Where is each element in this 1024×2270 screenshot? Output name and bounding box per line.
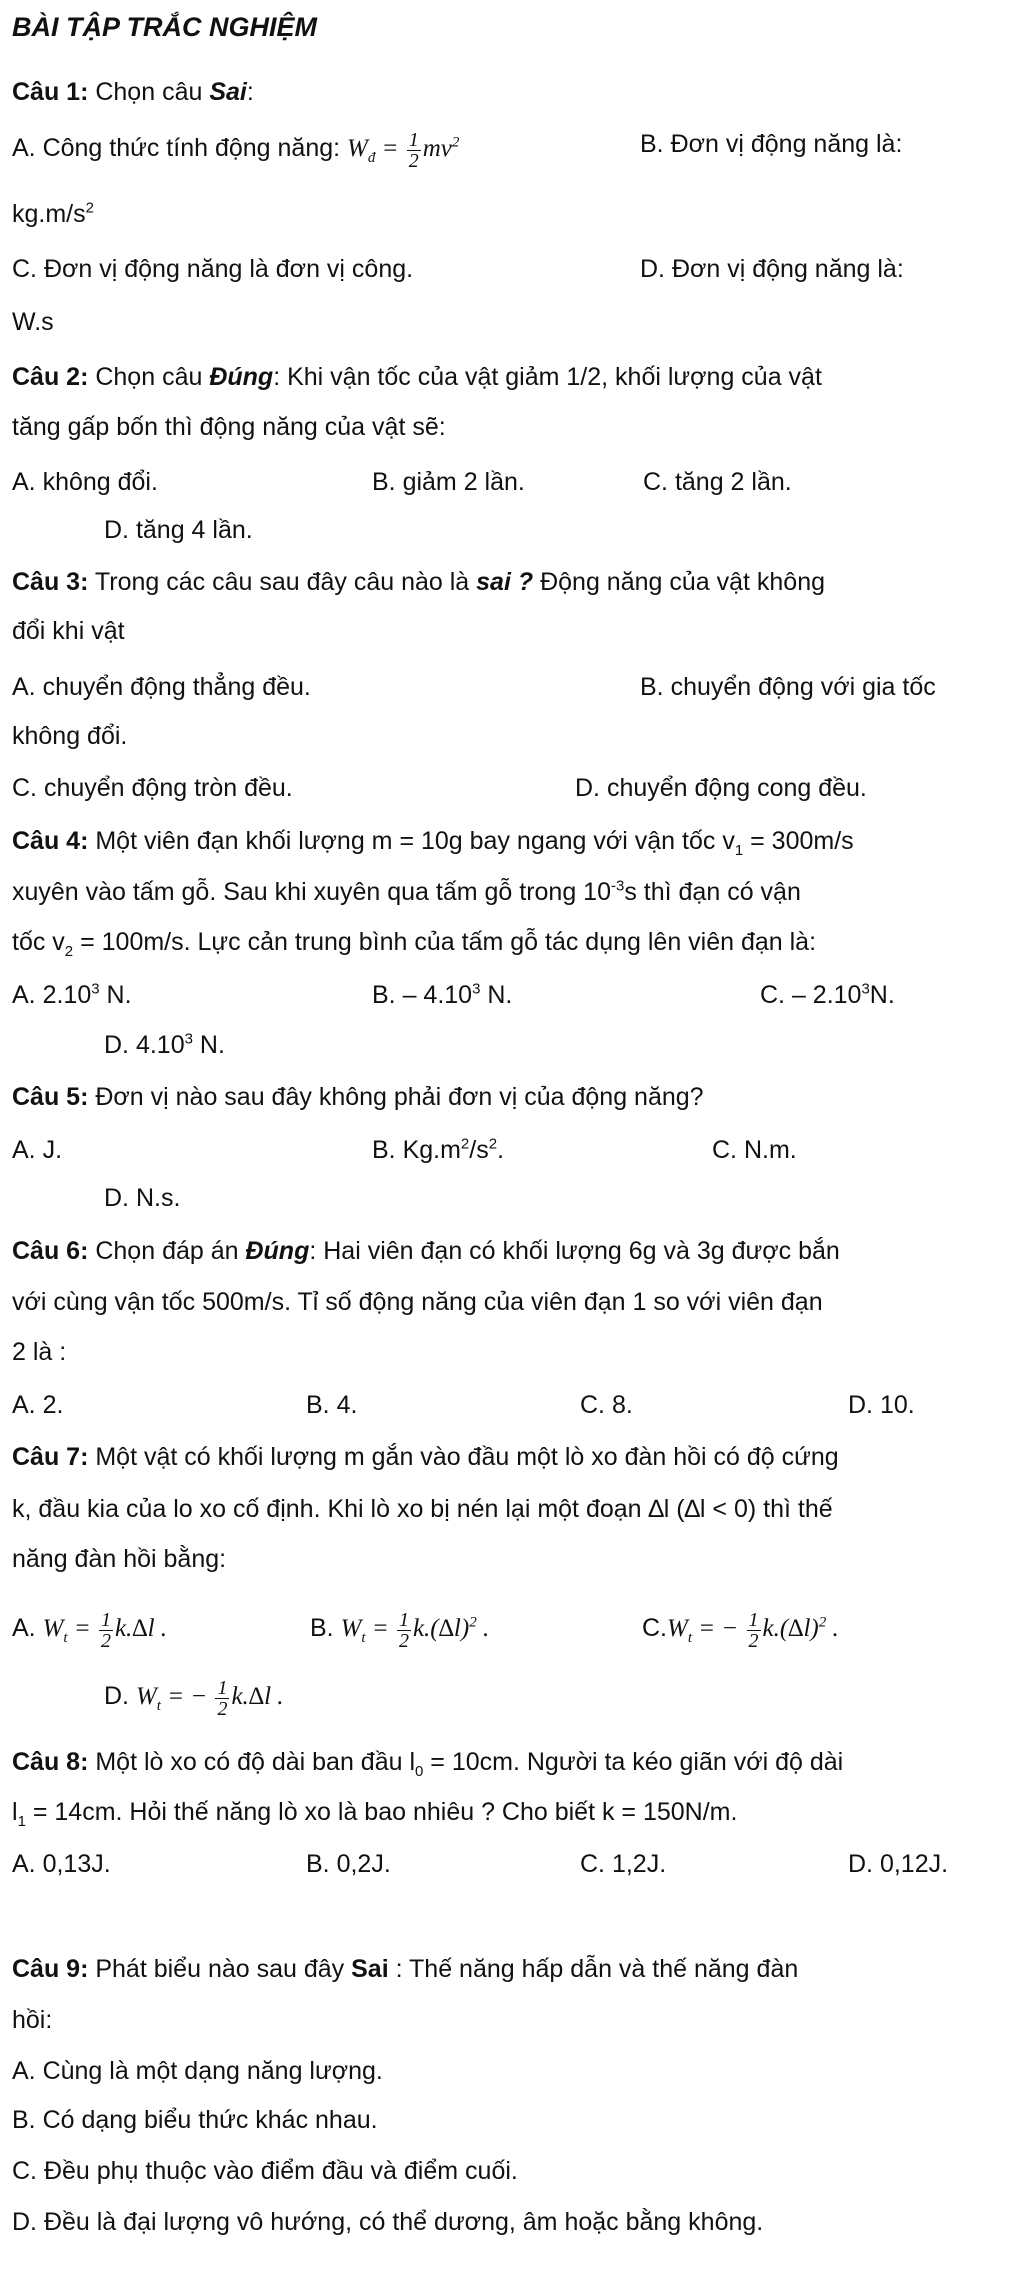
formula-symbol: W <box>340 1615 362 1643</box>
formula-subscript: đ <box>367 150 376 167</box>
option-label: C. <box>642 1614 667 1643</box>
subscript: 1 <box>17 1813 26 1830</box>
subscript: 2 <box>64 943 74 960</box>
formula-equals: = <box>365 1615 395 1643</box>
question-2-option-a[interactable]: A. không đổi. <box>12 468 158 496</box>
question-5-number: Câu 5: <box>12 1083 89 1111</box>
question-8-text: l <box>12 1798 18 1826</box>
question-8-text-rest: = 10cm. Người ta kéo giãn với độ dài <box>423 1748 844 1776</box>
formula-equals: = <box>67 1615 97 1643</box>
question-2-text-rest: : Khi vận tốc của vật giảm 1/2, khối lượng của vật <box>273 363 822 391</box>
formula <box>667 1609 839 1652</box>
exponent: 2 <box>460 1135 470 1153</box>
fraction-numerator: 1 <box>100 1609 111 1631</box>
question-6-keyword: Đúng <box>245 1237 310 1265</box>
question-3-number: Câu 3: <box>12 568 89 596</box>
question-7-option-b[interactable] <box>310 1610 489 1651</box>
question-9-text: Phát biểu nào sau đây <box>88 1955 352 1983</box>
fraction-denominator: 2 <box>398 1630 409 1652</box>
question-6-number: Câu 6: <box>12 1237 89 1265</box>
formula-symbol: W <box>347 135 368 163</box>
question-6-stem-line3: 2 là : <box>12 1338 67 1366</box>
exponent: 3 <box>91 980 100 998</box>
question-4-text-rest: s thì đạn có vận <box>624 878 801 906</box>
question-3-option-b-continued: không đổi. <box>12 722 128 750</box>
question-7-number: Câu 7: <box>12 1443 89 1471</box>
question-3-option-c[interactable]: C. chuyển động tròn đều. <box>12 774 293 802</box>
option-text: B. Kg.m <box>372 1136 461 1164</box>
question-4-text-rest: = 100m/s. Lực cản trung bình của tấm gỗ tác dụng lên viên đạn là: <box>73 928 817 956</box>
formula-subscript: t <box>361 1630 366 1647</box>
question-1-number: Câu 1: <box>12 78 89 106</box>
question-3-option-a[interactable]: A. chuyển động thẳng đều. <box>12 673 311 701</box>
question-1-option-a[interactable] <box>12 130 459 171</box>
question-3-stem-line2: đổi khi vật <box>12 617 125 645</box>
question-8-text-rest: = 14cm. Hỏi thế năng lò xo là bao nhiêu ? Cho biết k = 150N/m. <box>25 1798 738 1826</box>
subscript: 1 <box>734 842 744 859</box>
formula-exponent: 2 <box>451 134 460 151</box>
question-1-keyword: Sai <box>209 78 247 106</box>
formula-exponent: 2 <box>818 1614 827 1631</box>
option-b-text: B. Đơn vị động năng là: <box>640 130 903 158</box>
question-1-option-b[interactable] <box>640 130 902 159</box>
formula-fraction <box>99 1610 113 1651</box>
question-2-stem <box>12 363 822 392</box>
question-4-option-a[interactable] <box>12 981 132 1010</box>
fraction-numerator: 1 <box>217 1677 228 1699</box>
question-8-option-b[interactable]: B. 0,2J. <box>306 1850 391 1878</box>
question-4-text: tốc v <box>12 928 65 956</box>
formula-symbol: W <box>42 1615 64 1643</box>
exponent: 3 <box>472 980 481 998</box>
option-b-unit: kg.m/s <box>12 200 86 228</box>
fraction-numerator: 1 <box>408 129 419 151</box>
question-6-option-a[interactable]: A. 2. <box>12 1391 64 1419</box>
question-7-option-d[interactable] <box>104 1678 284 1719</box>
question-5-option-a[interactable]: A. J. <box>12 1136 63 1164</box>
question-4-option-d[interactable] <box>104 1031 225 1060</box>
option-unit: N. <box>99 981 132 1009</box>
question-5-text: Đơn vị nào sau đây không phải đơn vị của động năng? <box>88 1083 704 1111</box>
question-5-option-b[interactable] <box>372 1136 504 1165</box>
question-8-text: Một lò xo có độ dài ban đầu l <box>88 1748 416 1776</box>
question-8-stem <box>12 1748 844 1780</box>
fraction-denominator: 2 <box>748 1630 759 1652</box>
fraction-numerator: 1 <box>398 1609 409 1631</box>
question-1-text: Chọn câu <box>88 78 210 106</box>
formula-end: . <box>476 1615 490 1643</box>
question-2-option-b[interactable]: B. giảm 2 lần. <box>372 468 525 496</box>
question-6-option-b[interactable]: B. 4. <box>306 1391 358 1419</box>
question-5-option-c[interactable]: C. N.m. <box>712 1136 797 1164</box>
question-7-text: Một vật có khối lượng m gắn vào đầu một lò xo đàn hồi có độ cứng <box>88 1443 839 1471</box>
question-1-option-b-continued <box>12 200 94 229</box>
question-9-stem <box>12 1955 798 1984</box>
option-text: /s <box>469 1136 489 1164</box>
option-unit: N. <box>192 1031 225 1059</box>
option-label: A. <box>12 1614 43 1643</box>
option-b-exponent: 2 <box>85 199 94 217</box>
question-6-text-rest: : Hai viên đạn có khối lượng 6g và 3g được bắn <box>309 1237 840 1265</box>
formula-equals: = <box>381 135 399 163</box>
option-label: D. <box>104 1682 136 1711</box>
option-text: D. 4.10 <box>104 1031 185 1059</box>
question-9-stem-line2: hồi: <box>12 2006 53 2034</box>
formula-subscript: t <box>156 1698 161 1715</box>
exponent: 3 <box>861 980 870 998</box>
formula-mv: mv <box>422 135 452 163</box>
option-text: B. – 4.10 <box>372 981 473 1009</box>
question-9-option-a[interactable]: A. Cùng là một dạng năng lượng. <box>12 2057 383 2085</box>
question-5-stem <box>12 1083 704 1112</box>
question-6-option-c[interactable]: C. 8. <box>580 1391 633 1419</box>
question-8-option-d[interactable]: D. 0,12J. <box>848 1850 949 1878</box>
formula-fraction <box>407 130 421 171</box>
question-1-stem <box>12 78 254 107</box>
formula <box>42 1609 168 1652</box>
question-6-stem-line2: với cùng vận tốc 500m/s. Tỉ số động năng của viên đạn 1 so với viên đạn <box>12 1288 823 1316</box>
question-2-number: Câu 2: <box>12 363 89 391</box>
question-7-stem-line2: k, đầu kia của lo xo cố định. Khi lò xo bị nén lại một đoạn ∆l (∆l < 0) thì thế <box>12 1495 833 1523</box>
subscript: 0 <box>415 1763 424 1780</box>
question-8-stem-line2 <box>12 1798 738 1830</box>
option-unit: N. <box>480 981 513 1009</box>
question-3-keyword: sai ? <box>476 568 534 596</box>
question-8-option-a[interactable]: A. 0,13J. <box>12 1850 111 1878</box>
question-4-option-b[interactable] <box>372 981 512 1010</box>
formula-rhs: k.∆l . <box>114 1615 168 1643</box>
question-4-stem-line2 <box>12 878 801 907</box>
question-7-stem-line3: năng đàn hồi bằng: <box>12 1545 227 1573</box>
question-6-stem <box>12 1237 840 1266</box>
formula-end: . <box>826 1615 839 1643</box>
question-9-option-d[interactable]: D. Đều là đại lượng vô hướng, có thể dương, âm hoặc bằng không. <box>12 2208 764 2236</box>
option-a-text: A. Công thức tính động năng: <box>12 134 348 163</box>
question-6-option-d[interactable]: D. 10. <box>848 1391 915 1419</box>
question-9-text-rest: : Thế năng hấp dẫn và thế năng đàn <box>388 1955 799 1983</box>
formula <box>340 1609 490 1652</box>
question-4-stem <box>12 827 854 859</box>
question-9-option-c[interactable]: C. Đều phụ thuộc vào điểm đầu và điểm cuối. <box>12 2157 518 2185</box>
question-1-option-d-continued: W.s <box>12 308 54 336</box>
formula-rhs: k.(∆l) <box>412 1615 470 1643</box>
formula-equals: = − <box>160 1683 214 1711</box>
question-4-stem-line3 <box>12 928 817 960</box>
formula <box>135 1677 284 1720</box>
formula-rhs: k.∆l . <box>231 1683 284 1711</box>
page-title: BÀI TẬP TRẮC NGHIỆM <box>12 12 317 42</box>
question-9-keyword: Sai <box>351 1955 389 1983</box>
question-8-number: Câu 8: <box>12 1748 89 1776</box>
question-3-option-d[interactable]: D. chuyển động cong đều. <box>575 774 867 802</box>
question-4-text: xuyên vào tấm gỗ. Sau khi xuyên qua tấm gỗ trong 10 <box>12 878 611 906</box>
option-unit: N. <box>869 981 895 1009</box>
formula-exponent: 2 <box>469 1614 477 1631</box>
question-7-option-c[interactable] <box>642 1610 839 1651</box>
question-2-option-c[interactable]: C. tăng 2 lần. <box>643 468 792 496</box>
question-8-option-c[interactable]: C. 1,2J. <box>580 1850 667 1878</box>
question-6-text: Chọn đáp án <box>88 1237 246 1265</box>
fraction-numerator: 1 <box>748 1609 759 1631</box>
exponent: 3 <box>184 1030 193 1048</box>
formula-rhs: k.(∆l) <box>762 1615 819 1643</box>
formula-fraction <box>747 1610 761 1651</box>
question-4-option-c[interactable] <box>760 981 895 1010</box>
question-3-text-rest: Động năng của vật không <box>533 568 826 596</box>
option-text: A. 2.10 <box>12 981 92 1009</box>
formula-subscript: t <box>63 1630 68 1647</box>
fraction-denominator: 2 <box>408 150 419 172</box>
formula-equals: = − <box>692 1615 745 1643</box>
option-label: B. <box>310 1614 341 1643</box>
question-4-number: Câu 4: <box>12 827 89 855</box>
question-9-number: Câu 9: <box>12 1955 89 1983</box>
question-4-text-rest: = 300m/s <box>743 827 854 855</box>
question-3-option-b[interactable]: B. chuyển động với gia tốc <box>640 673 936 701</box>
fraction-denominator: 2 <box>100 1630 111 1652</box>
formula-symbol: W <box>667 1615 688 1643</box>
question-9-option-b[interactable]: B. Có dạng biểu thức khác nhau. <box>12 2106 378 2134</box>
question-1-option-c[interactable]: C. Đơn vị động năng là đơn vị công. <box>12 255 414 283</box>
formula-subscript: t <box>687 1630 692 1647</box>
question-3-stem <box>12 568 825 597</box>
option-text: . <box>497 1136 505 1164</box>
exponent: 2 <box>488 1135 498 1153</box>
option-text: C. – 2.10 <box>760 981 862 1009</box>
question-1-colon: : <box>246 78 254 106</box>
formula-symbol: W <box>135 1683 157 1711</box>
question-1-option-d[interactable]: D. Đơn vị động năng là: <box>640 255 904 283</box>
question-7-stem <box>12 1443 839 1472</box>
question-2-stem-line2: tăng gấp bốn thì động năng của vật sẽ: <box>12 413 446 441</box>
formula-fraction <box>215 1678 229 1719</box>
question-7-option-a[interactable] <box>12 1610 167 1651</box>
question-4-text: Một viên đạn khối lượng m = 10g bay ngang với vận tốc v <box>88 827 735 855</box>
question-2-option-d[interactable]: D. tăng 4 lần. <box>104 516 253 544</box>
question-5-option-d[interactable]: D. N.s. <box>104 1184 181 1212</box>
question-2-keyword: Đúng <box>209 363 274 391</box>
fraction-denominator: 2 <box>217 1698 228 1720</box>
exponent: -3 <box>611 877 625 895</box>
formula-kinetic-energy <box>347 129 460 172</box>
question-3-text: Trong các câu sau đây câu nào là <box>88 568 477 596</box>
formula-fraction <box>397 1610 411 1651</box>
question-2-text: Chọn câu <box>88 363 210 391</box>
